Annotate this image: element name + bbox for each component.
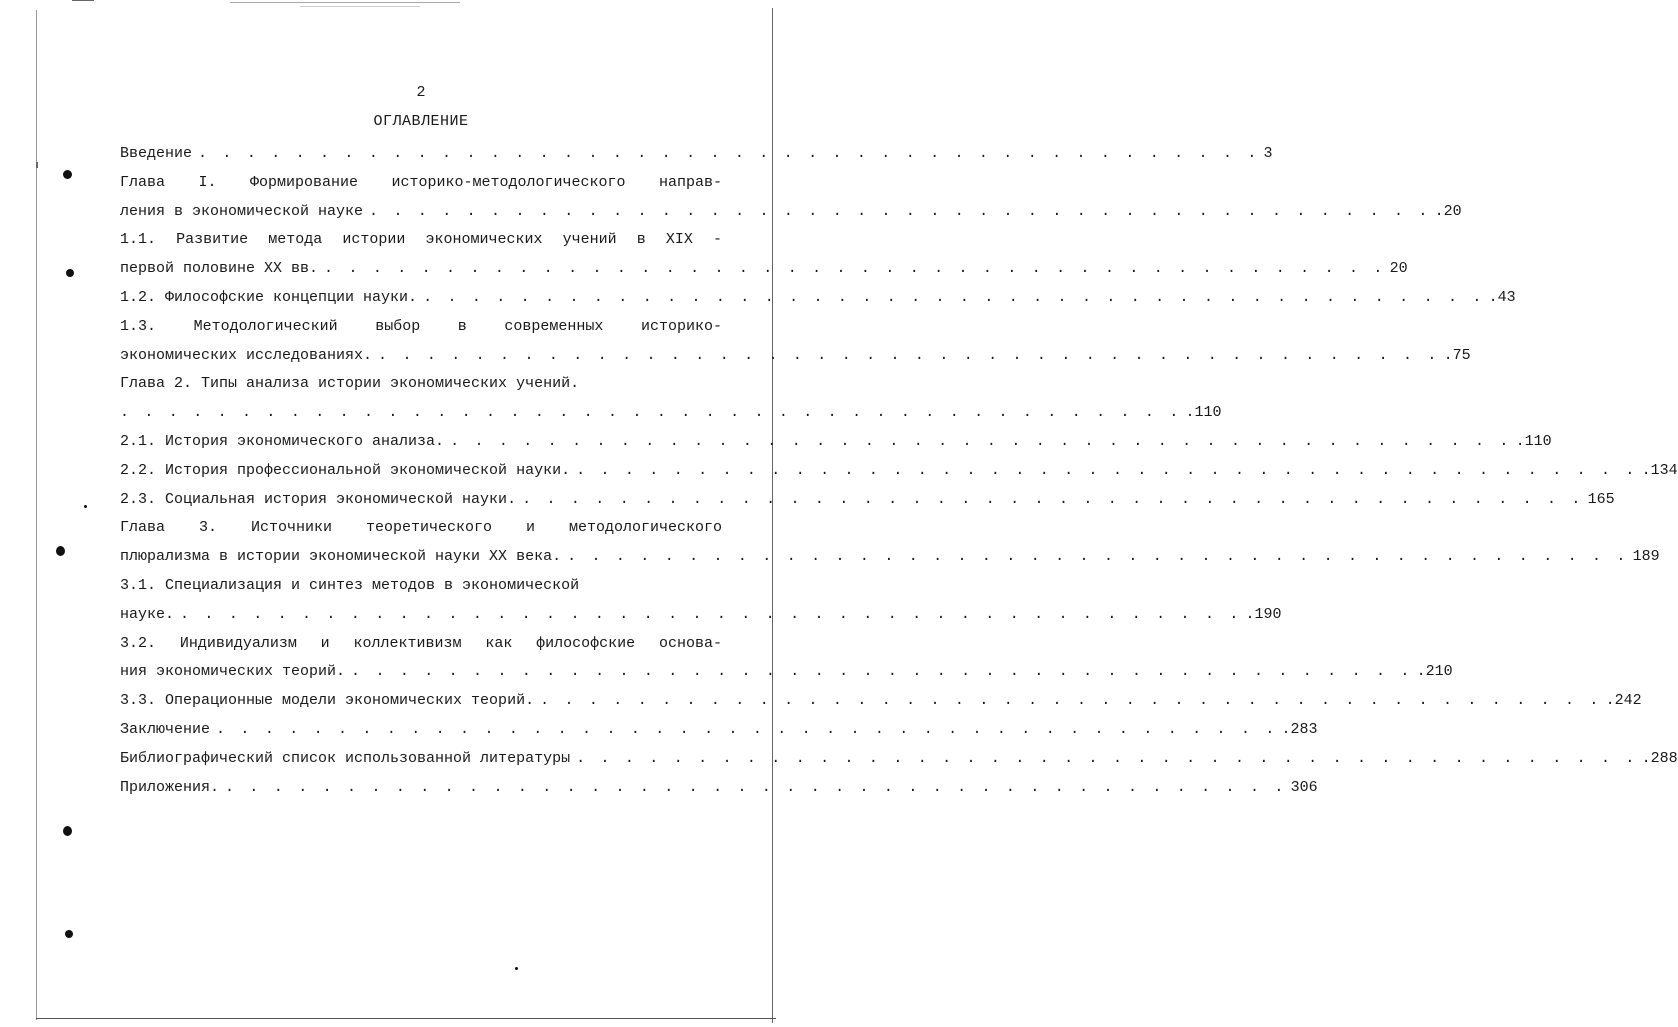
toc-entry-title: ления в экономической науке: [120, 202, 364, 220]
scan-bottom-edge: [36, 1018, 776, 1019]
binder-hole-mark: [65, 930, 73, 938]
toc-entry-title: Заключение: [120, 720, 211, 738]
toc-entry: [120, 428, 1552, 457]
toc-entry: [120, 543, 1660, 572]
toc-leader-dots: . . . . . . . . . . . . . . . . . . . . . . . . . . . . . . . . . . . . . . . . . . . .: [576, 461, 1638, 479]
toc-entry-page: .43: [1488, 288, 1516, 306]
toc-entry-page: .110: [1185, 404, 1222, 422]
toc-leader-dots: . . . . . . . . . . . . . . . . . . . . . . . . . . . . . . . . . . . . . . . . . . . .: [324, 260, 1386, 278]
toc-leader-dots: . . . . . . . . . . . . . . . . . . . . . . . . . . . . . . . . . . . . . . . . . . . .: [378, 346, 1440, 364]
toc-entry-page: .288: [1641, 749, 1678, 767]
toc-entry: [120, 774, 1318, 803]
toc-entry-page: 165: [1587, 490, 1615, 508]
toc-leader-dots: . . . . . . . . . . . . . . . . . . . . . . . . . . . . . . . . . . . . . . . . . . . .: [369, 202, 1431, 220]
toc-entry: [120, 284, 1516, 313]
toc-entry-page: 3: [1263, 145, 1273, 162]
toc-entry-page: .242: [1605, 692, 1642, 710]
toc-entry: [120, 198, 1462, 227]
binder-hole-mark: [63, 826, 72, 836]
toc-leader-dots: . . . . . . . . . . . . . . . . . . . . . . . . . . . . . . . . . . . . . . . . . . . .: [198, 145, 1260, 162]
toc-entry-title: 2.1. История экономического анализа.: [120, 432, 445, 450]
toc-entry-page: .75: [1443, 346, 1471, 364]
toc-leader-dots: . . . . . . . . . . . . . . . . . . . . . . . . . . . . . . . . . . . . . . . . . . . .: [180, 605, 1242, 623]
binder-hole-mark: [66, 269, 74, 277]
toc-entry-title: плюрализма в истории экономической науки XX века.: [120, 548, 562, 566]
toc-leader-dots: . . . . . . . . . . . . . . . . . . . . . . . . . . . . . . . . . . . . . . . . . . . .: [351, 663, 1413, 681]
scan-artifact-line: [72, 0, 94, 1]
toc-entry-page: .283: [1281, 720, 1318, 738]
toc-leader-dots: . . . . . . . . . . . . . . . . . . . . . . . . . . . . . . . . . . . . . . . . . . . .: [216, 720, 1278, 738]
toc-leader-dots: . . . . . . . . . . . . . . . . . . . . . . . . . . . . . . . . . . . . . . . . . . . .: [225, 778, 1287, 796]
page-number: 2: [416, 84, 426, 101]
toc-leader-dots: . . . . . . . . . . . . . . . . . . . . . . . . . . . . . . . . . . . . . . . . . . . .: [450, 432, 1512, 450]
toc-leader-dots: . . . . . . . . . . . . . . . . . . . . . . . . . . . . . . . . . . . . . . . . . . . .: [540, 692, 1602, 710]
toc-entry-title: Введение: [120, 145, 193, 162]
speck-mark: [515, 967, 518, 970]
toc-entry: [120, 140, 1273, 169]
toc-entry: [120, 601, 1282, 630]
toc-entry-title: 1.2. Философские концепции науки.: [120, 288, 418, 306]
toc-entry-page: .210: [1416, 663, 1453, 681]
speck-mark: [84, 505, 87, 508]
toc-entry: [120, 745, 1678, 774]
toc-entry-page: 20: [1389, 260, 1408, 278]
toc-leader-dots: . . . . . . . . . . . . . . . . . . . . . . . . . . . . . . . . . . . . . . . . . . . .: [522, 490, 1584, 508]
toc-entry-title: ния экономических теорий.: [120, 663, 346, 681]
toc-entry: Глава I. Формирование историко-методологического направ-: [120, 173, 722, 191]
toc-entry-page: 189: [1632, 548, 1660, 566]
toc-entry-page: .20: [1434, 202, 1462, 220]
toc-entry-title: науке.: [120, 605, 175, 623]
toc-entry: [120, 716, 1318, 745]
toc-title: ОГЛАВЛЕНИЕ: [373, 113, 469, 130]
toc-entry-title: 2.3. Социальная история экономической науки.: [120, 490, 517, 508]
scan-artifact-line: [230, 2, 460, 3]
toc-entry: 1.1. Развитие метода истории экономических учений в XIX -: [120, 231, 722, 249]
toc-leader-dots: . . . . . . . . . . . . . . . . . . . . . . . . . . . . . . . . . . . . . . . . . . . .: [576, 749, 1638, 767]
toc-entry: 3.1. Специализация и синтез методов в экономической: [120, 576, 580, 594]
toc-leader-dots: . . . . . . . . . . . . . . . . . . . . . . . . . . . . . . . . . . . . . . . . . . . .: [567, 548, 1629, 566]
toc-entry: [120, 687, 1642, 716]
toc-entry: Глава 3. Источники теоретического и методологического: [120, 519, 722, 537]
toc-entry: [120, 658, 1453, 687]
toc-entry: 3.2. Индивидуализм и коллективизм как философские основа-: [120, 634, 722, 652]
toc-entry-title: Приложения.: [120, 778, 220, 796]
toc-entry-page: .110: [1515, 432, 1552, 450]
toc-leader-dots: . . . . . . . . . . . . . . . . . . . . . . . . . . . . . . . . . . . . . . . . . . . .: [423, 288, 1485, 306]
toc-entry-title: 2.2. История профессиональной экономической науки.: [120, 461, 571, 479]
binder-hole-mark: [63, 170, 72, 179]
toc-leader-dots: . . . . . . . . . . . . . . . . . . . . . . . . . . . . . . . . . . . . . . . . . . . .: [120, 404, 1182, 422]
toc-entry-title: экономических исследованиях.: [120, 346, 373, 364]
toc-entry-page: .190: [1245, 605, 1282, 623]
speck-mark: [36, 162, 38, 168]
toc-entry: [120, 399, 1222, 428]
toc-entry: 1.3. Методологический выбор в современных историко-: [120, 317, 722, 335]
toc-entry-title: первой половине XX вв.: [120, 260, 319, 278]
toc-entry: Глава 2. Типы анализа истории экономических учений.: [120, 375, 580, 393]
toc-entry: [120, 255, 1408, 284]
table-of-contents: [120, 140, 1678, 802]
toc-entry-title: 3.3. Операционные модели экономических теорий.: [120, 692, 535, 710]
toc-entry-title: Библиографический список использованной литературы: [120, 749, 571, 767]
toc-entry: [120, 457, 1678, 486]
toc-entry: [120, 342, 1471, 371]
scan-artifact-line: [300, 6, 420, 7]
toc-entry-page: 306: [1290, 778, 1318, 796]
toc-entry: [120, 486, 1615, 515]
toc-entry-page: .134: [1641, 461, 1678, 479]
binder-hole-mark: [56, 546, 65, 556]
